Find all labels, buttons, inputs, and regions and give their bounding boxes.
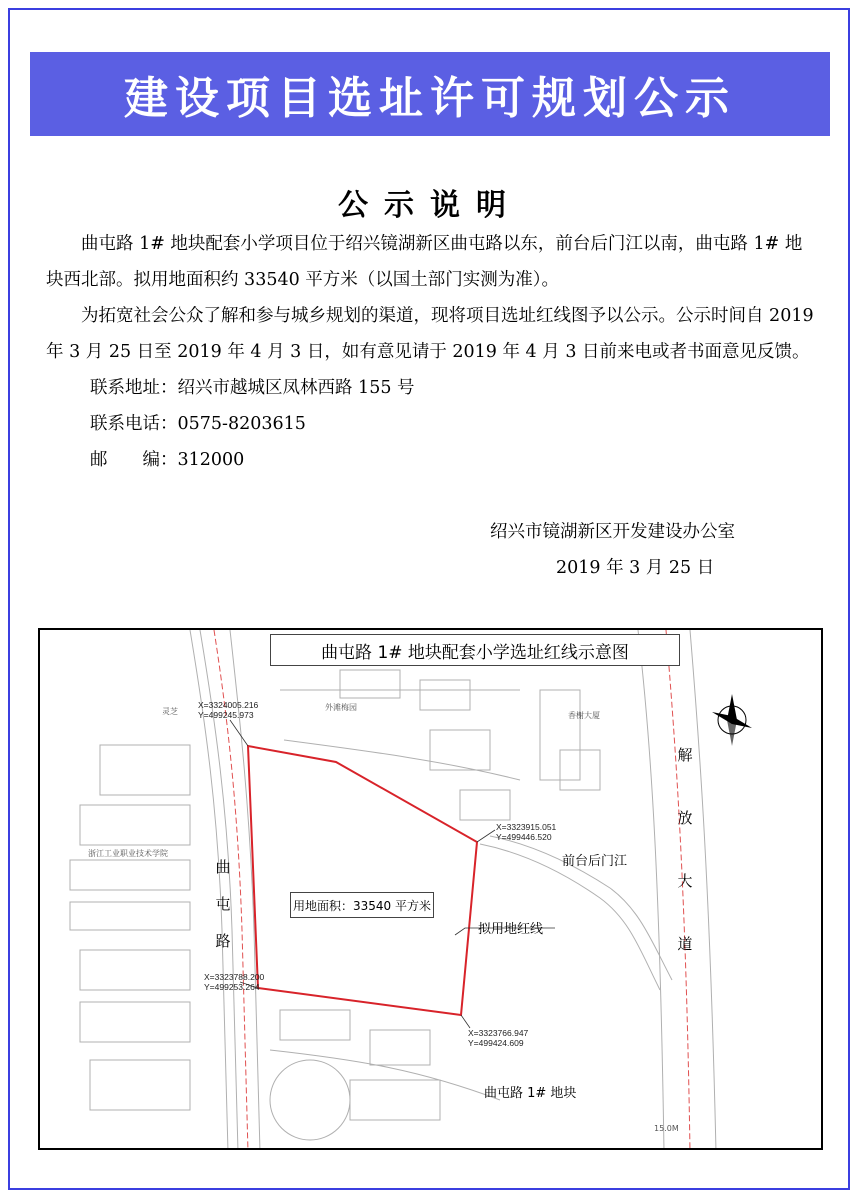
contact-phone — [46, 406, 814, 442]
signature-block — [490, 514, 735, 586]
site-map — [38, 628, 823, 1150]
road-east-label: 解 放 大 道 — [677, 746, 693, 953]
road-centerlines — [214, 630, 690, 1150]
label-school: 浙江工业职业技术学院 — [88, 849, 168, 858]
coordinate-nw: X=3324005.216 Y=499245.973 — [198, 700, 259, 720]
label-lingzhi: 灵芝 — [162, 707, 178, 716]
contact-postcode-value: 312000 — [177, 450, 245, 470]
river-label: 前台后门江 — [562, 854, 628, 869]
contact-address-label: 联系地址： — [90, 378, 178, 398]
notice-title: 公示说明 — [338, 188, 522, 223]
contact-phone-label: 联系电话： — [90, 414, 178, 434]
map-title: 曲屯路 1# 地块配套小学选址红线示意图 — [270, 634, 680, 666]
north-arrow-icon — [712, 694, 752, 746]
label-waipu: 外滩梅园 — [325, 703, 357, 712]
coordinate-sw: X=3323788.200 Y=499253.264 — [204, 972, 265, 992]
contact-postcode — [46, 442, 814, 478]
parcel-label: 曲屯路 1# 地块 — [484, 1086, 577, 1101]
signature-date: 2019 年 3 月 25 日 — [556, 558, 715, 578]
title-banner — [30, 52, 830, 136]
area-label: 用地面积：33540 平方米 — [290, 892, 434, 918]
leader-lines — [230, 720, 555, 1028]
contact-phone-value: 0575-8203615 — [177, 414, 306, 434]
redline-label: 拟用地红线 — [478, 922, 544, 937]
banner-title: 建设项目选址许可规划公示 — [124, 73, 736, 124]
coordinate-ne: X=3323915.051 Y=499446.520 — [496, 822, 557, 842]
site-map-drawing — [40, 630, 823, 1150]
label-elevation: 15.0M — [654, 1124, 679, 1133]
notice-body — [46, 226, 814, 478]
coordinate-se: X=3323766.947 Y=499424.609 — [468, 1028, 529, 1048]
notice-paragraph-1: 曲屯路 1# 地块配套小学项目位于绍兴镜湖新区曲屯路以东，前台后门江以南，曲屯路 1# 地块西北部。拟用地面积约 33540 平方米（以国土部门实测为准）。 — [46, 234, 803, 290]
signature-org: 绍兴市镜湖新区开发建设办公室 — [490, 522, 735, 542]
contact-address-value: 绍兴市越城区凤林西路 155 号 — [177, 378, 415, 398]
road-west-label: 曲 屯 路 — [215, 858, 231, 950]
site-redline — [248, 746, 477, 1015]
contact-postcode-label: 邮 编： — [90, 450, 178, 470]
contact-address — [46, 370, 814, 406]
label-xiangshu: 香榭大厦 — [568, 711, 600, 720]
notice-paragraph-2: 为拓宽社会公众了解和参与城乡规划的渠道，现将项目选址红线图予以公示。公示时间自 2019 年 3 月 25 日至 2019 年 4 月 3 日，如有意见请于 2019 年 4 月 3 日前来电或者书面意见反馈。 — [46, 306, 814, 362]
